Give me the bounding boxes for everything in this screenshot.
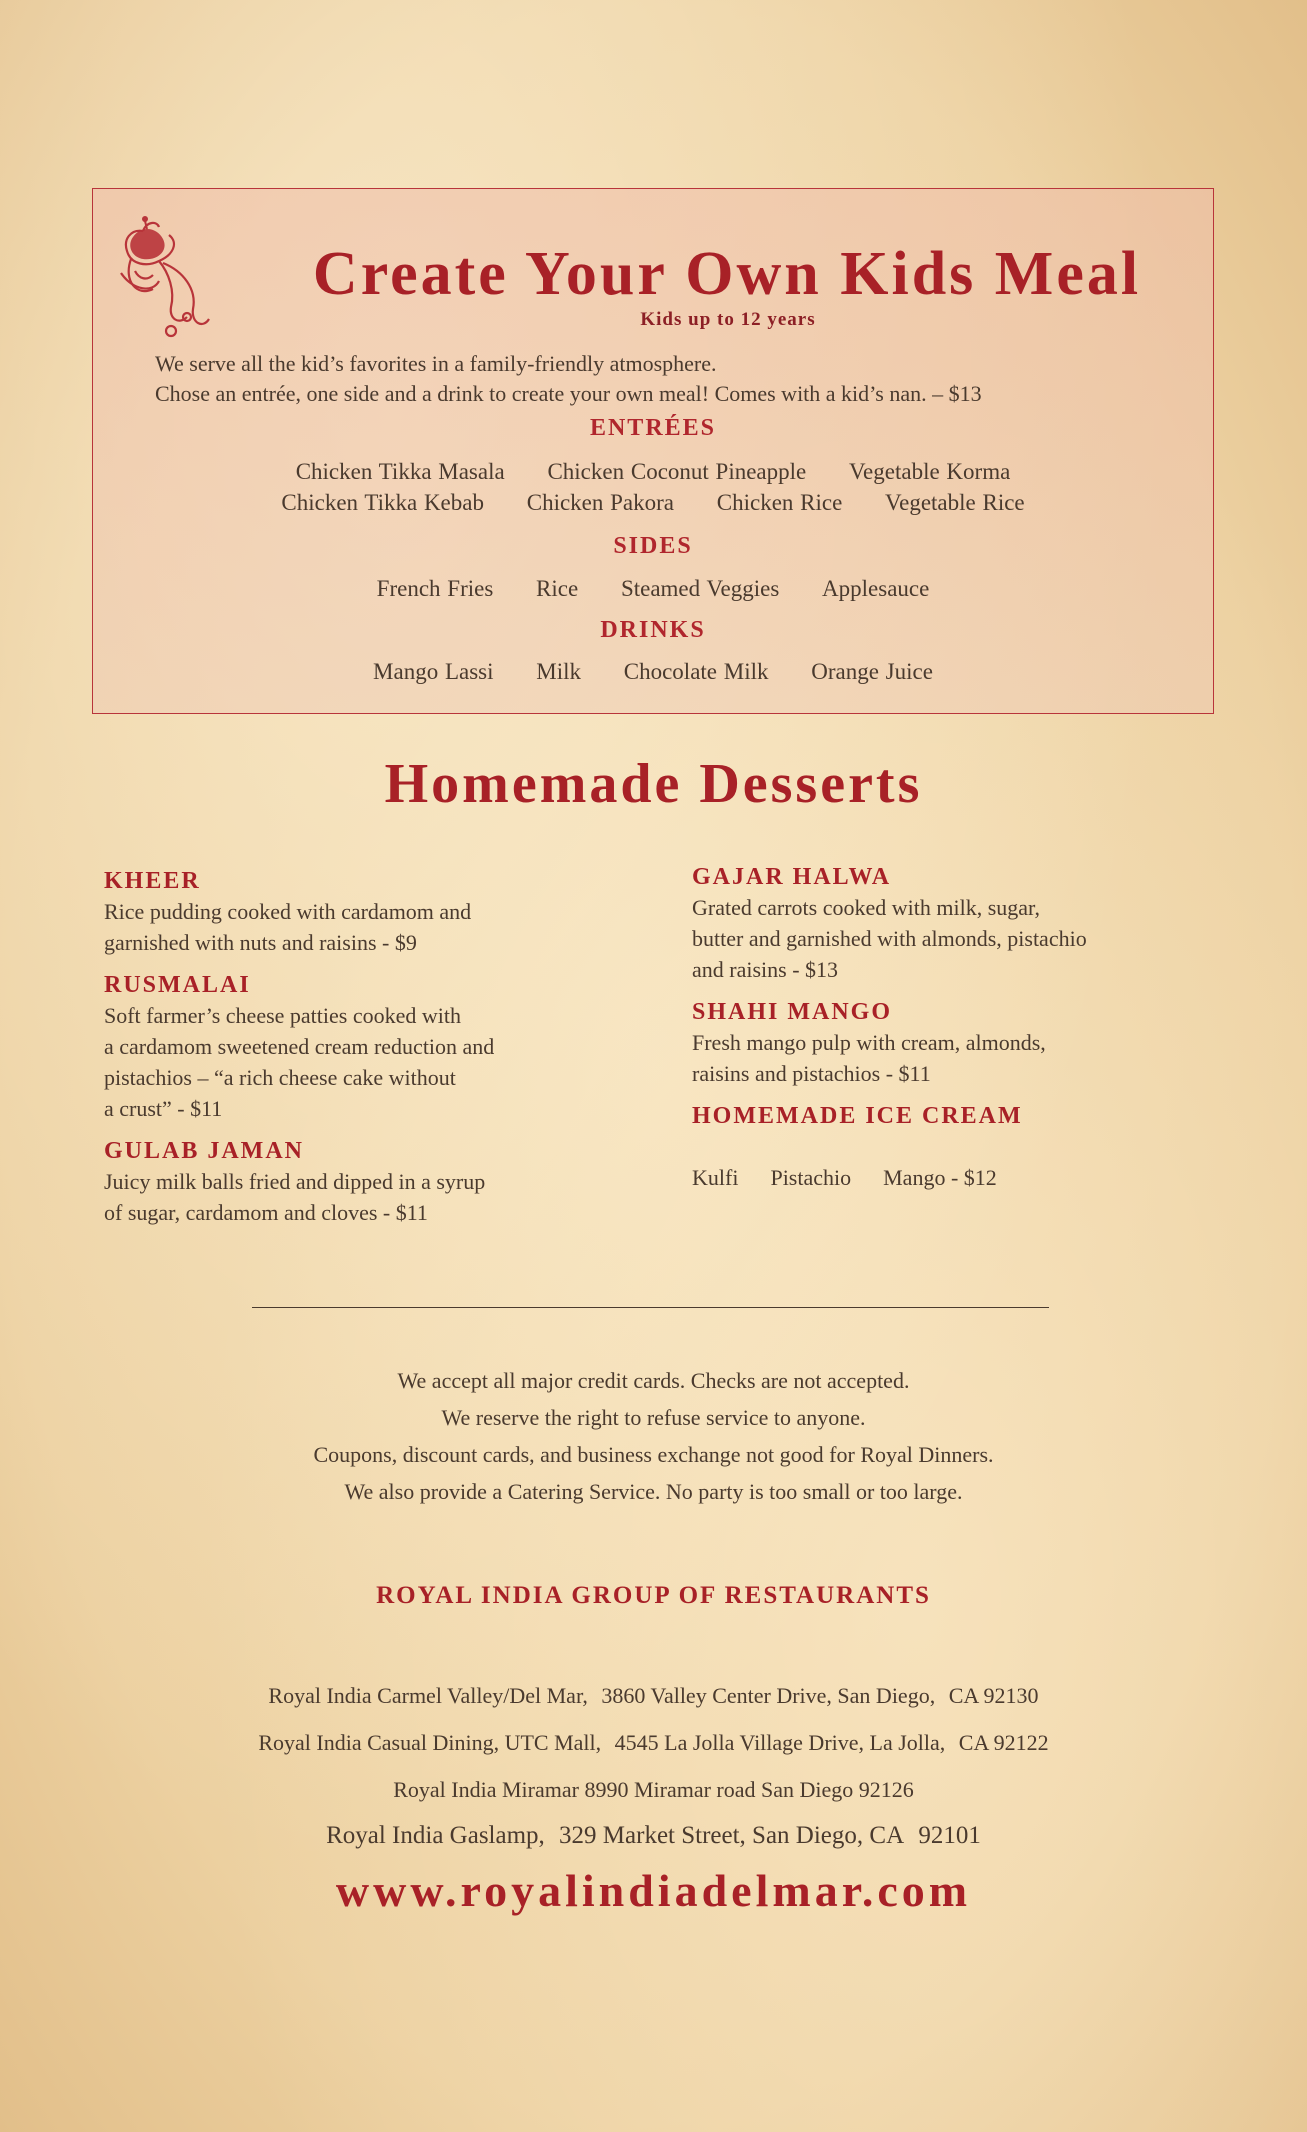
desserts-title: Homemade Desserts: [384, 753, 923, 815]
dessert-description: Juicy milk balls fried and dipped in a syrup of sugar, cardamom and cloves - $11: [104, 1169, 486, 1225]
drinks-heading: DRINKS: [600, 617, 706, 643]
ice-cream-flavor: Mango - $12: [883, 1165, 997, 1190]
entrees-row: [93, 459, 1213, 485]
drink-item: Chocolate Milk: [623, 659, 769, 684]
drink-item: Milk: [536, 659, 581, 684]
dessert-description: Soft farmer’s cheese patties cooked with a cardamom sweetened cream reduction and pistachios – “a rich cheese cake without a crust” - $11: [104, 1003, 495, 1121]
divider: [252, 1307, 1049, 1308]
dessert-description: Grated carrots cooked with milk, sugar, butter and garnished with almonds, pistachio and raisins - $13: [692, 895, 1087, 982]
side-item: Applesauce: [822, 576, 930, 601]
dessert-name: HOMEMADE ICE CREAM: [692, 1103, 1023, 1129]
entree-item: Chicken Tikka Masala: [295, 459, 505, 484]
policy-line: Coupons, discount cards, and business exchange not good for Royal Dinners.: [313, 1442, 994, 1467]
location-name: Royal India Casual Dining, UTC Mall,: [258, 1730, 602, 1755]
entree-item: Vegetable Rice: [885, 490, 1025, 515]
dessert-description: Rice pudding cooked with cardamom and garnished with nuts and raisins - $9: [104, 899, 472, 955]
drink-item: Orange Juice: [811, 659, 933, 684]
dessert-item: [104, 866, 664, 958]
kids-meal-subtitle: Kids up to 12 years: [640, 309, 816, 330]
ice-cream-flavor: Pistachio: [770, 1165, 852, 1190]
dessert-name: KHEER: [104, 868, 201, 894]
dessert-item: [104, 970, 664, 1124]
kids-meal-title: Create Your Own Kids Meal: [312, 240, 1142, 308]
sides-row: [93, 576, 1213, 602]
location-zip: CA 92130: [948, 1683, 1039, 1708]
kids-meal-intro: [155, 349, 982, 409]
location-address: 329 Market Street, San Diego, CA: [559, 1822, 905, 1849]
desserts-right-column: [692, 862, 1252, 1205]
side-item: Rice: [536, 576, 579, 601]
desserts-left-column: [104, 866, 664, 1240]
location-line: [0, 1777, 1307, 1803]
dessert-description: Fresh mango pulp with cream, almonds, raisins and pistachios - $11: [692, 1030, 1046, 1086]
location-line: [0, 1683, 1307, 1709]
dessert-name: RUSMALAI: [104, 972, 251, 998]
entree-item: Chicken Rice: [716, 490, 843, 515]
location-name: Royal India Miramar 8990 Miramar road San Diego 92126: [393, 1777, 914, 1802]
entrees-heading: ENTRÉES: [589, 415, 717, 441]
dessert-item: [104, 1136, 664, 1228]
drink-item: Mango Lassi: [373, 659, 494, 684]
kids-meal-box: [92, 188, 1214, 714]
location-zip: CA 92122: [958, 1730, 1049, 1755]
dessert-item: [692, 862, 1252, 985]
location-line: [0, 1822, 1307, 1850]
dessert-item: [692, 1101, 1252, 1193]
entree-item: Chicken Tikka Kebab: [281, 490, 484, 515]
intro-line: We serve all the kid’s favorites in a family-friendly atmosphere.: [155, 351, 717, 376]
side-item: Steamed Veggies: [620, 576, 780, 601]
location-line: [0, 1730, 1307, 1756]
policy-notes: [0, 1362, 1307, 1510]
sides-heading: SIDES: [613, 533, 693, 559]
website-link[interactable]: www.royalindiadelmar.com: [335, 1865, 972, 1916]
dessert-name: GULAB JAMAN: [104, 1138, 304, 1164]
policy-line: We accept all major credit cards. Checks are not accepted.: [397, 1368, 910, 1393]
ice-cream-flavors: [692, 1131, 1252, 1193]
drinks-row: [93, 659, 1213, 685]
group-heading: ROYAL INDIA GROUP OF RESTAURANTS: [376, 1582, 931, 1609]
entree-item: Chicken Pakora: [526, 490, 674, 515]
entree-item: Vegetable Korma: [849, 459, 1011, 484]
dessert-name: GAJAR HALWA: [692, 864, 892, 890]
side-item: French Fries: [376, 576, 494, 601]
dessert-item: [692, 997, 1252, 1089]
dessert-name: SHAHI MANGO: [692, 999, 893, 1025]
intro-line: Chose an entrée, one side and a drink to create your own meal! Comes with a kid’s nan. – $13: [155, 381, 982, 406]
location-name: Royal India Carmel Valley/Del Mar,: [268, 1683, 588, 1708]
policy-line: We also provide a Catering Service. No party is too small or too large.: [344, 1479, 963, 1504]
location-address: 3860 Valley Center Drive, San Diego,: [601, 1683, 936, 1708]
entrees-row: [93, 490, 1213, 516]
location-address: 4545 La Jolla Village Drive, La Jolla,: [614, 1730, 946, 1755]
policy-line: We reserve the right to refuse service to anyone.: [441, 1405, 866, 1430]
location-name: Royal India Gaslamp,: [326, 1822, 545, 1849]
entree-item: Chicken Coconut Pineapple: [547, 459, 807, 484]
ice-cream-flavor: Kulfi: [692, 1165, 739, 1190]
location-zip: 92101: [918, 1822, 981, 1849]
